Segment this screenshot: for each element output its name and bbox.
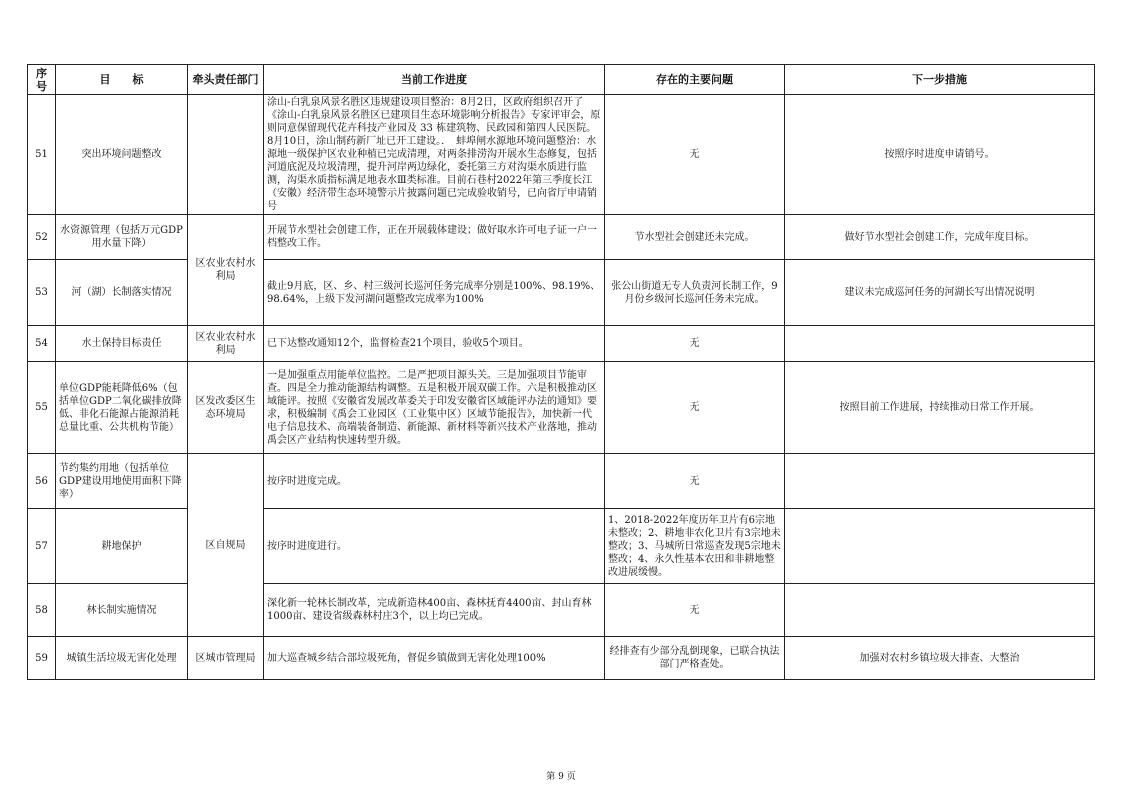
row-no: 53	[28, 260, 56, 326]
row-no: 56	[28, 454, 56, 509]
header-target: 目 标	[56, 65, 188, 95]
row-no: 59	[28, 637, 56, 680]
row-issues: 经排查有少部分乱倒现象，已联合执法部门严格查处。	[605, 637, 785, 680]
row-next	[785, 326, 1095, 362]
row-next: 按照序时进度申请销号。	[785, 95, 1095, 215]
row-progress: 按序时进度完成。	[264, 454, 605, 509]
row-progress: 已下达整改通知12个，监督检查21个项目，验收5个项目。	[264, 326, 605, 362]
row-target: 城镇生活垃圾无害化处理	[56, 637, 188, 680]
row-progress: 按序时进度进行。	[264, 509, 605, 584]
row-next: 建议未完成巡河任务的河湖长写出情况说明	[785, 260, 1095, 326]
table-row	[28, 637, 1095, 680]
table-row	[28, 326, 1095, 362]
row-issues: 无	[605, 95, 785, 215]
row-next	[785, 454, 1095, 509]
header-next: 下一步措施	[785, 65, 1095, 95]
row-target: 林长制实施情况	[56, 584, 188, 637]
header-dept: 牵头责任部门	[188, 65, 264, 95]
row-dept: 区城市管理局	[188, 637, 264, 680]
row-next	[785, 509, 1095, 584]
row-no: 57	[28, 509, 56, 584]
table-row	[28, 454, 1095, 509]
row-target: 水资源管理（包括万元GDP用水量下降）	[56, 215, 188, 260]
row-target: 节约集约用地（包括单位GDP建设用地使用面积下降率）	[56, 454, 188, 509]
row-target: 水土保持目标责任	[56, 326, 188, 362]
row-next	[785, 584, 1095, 637]
row-issues: 无	[605, 584, 785, 637]
table-header-row	[28, 65, 1095, 95]
row-dept-empty	[188, 95, 264, 215]
row-progress: 开展节水型社会创建工作，正在开展载体建设；做好取水许可电子证一户一档整改工作。	[264, 215, 605, 260]
header-no: 序号	[28, 65, 56, 95]
row-issues: 1、2018-2022年度历年卫片有6宗地未整改；2、耕地非农化卫片有3宗地未整改；3、马城所日常巡查发现5宗地未整改；4、永久性基本农田和非耕地整改进展缓慢。	[605, 509, 785, 584]
row-progress: 深化新一轮林长制改革，完成新造林400亩、森林抚育4400亩、封山育林1000亩、建设省级森林村庄3个，以上均已完成。	[264, 584, 605, 637]
row-no: 51	[28, 95, 56, 215]
row-issues: 节水型社会创建还未完成。	[605, 215, 785, 260]
row-next: 按照目前工作进展，持续推动日常工作开展。	[785, 362, 1095, 454]
row-no: 52	[28, 215, 56, 260]
row-no: 58	[28, 584, 56, 637]
row-target: 河（湖）长制落实情况	[56, 260, 188, 326]
row-issues: 无	[605, 362, 785, 454]
row-dept: 区发改委区生态环境局	[188, 362, 264, 454]
row-progress: 加大巡查城乡结合部垃圾死角，督促乡镇做到无害化处理100%	[264, 637, 605, 680]
row-no: 55	[28, 362, 56, 454]
page-number: 第 9 页	[546, 772, 576, 782]
row-target: 单位GDP能耗降低6%（包括单位GDP二氧化碳排放降低、非化石能源占能源消耗总量比重、公共机构节能）	[56, 362, 188, 454]
row-target: 耕地保护	[56, 509, 188, 584]
header-issues: 存在的主要问题	[605, 65, 785, 95]
row-next: 做好节水型社会创建工作，完成年度目标。	[785, 215, 1095, 260]
row-target: 突出环境问题整改	[56, 95, 188, 215]
row-progress	[264, 95, 605, 215]
table-row	[28, 215, 1095, 260]
row-progress-text: 涂山-白乳泉风景名胜区违规建设项目整治：8月2日，区政府组织召开了《涂山-白乳泉风景名胜区已建项目生态环境影响分析报告》专家评审会，原则同意保留现代花卉科技产业园及 33 栋建筑物、民政园和第四人民医院。8月10日，涂山制药新厂址已开工建设。． 蚌埠闸水源地环境问题整治：水源地一级保护区农业种植已完成清理，对两条排涝沟开展水生态修复，包括河道底泥及垃圾清理，提升河岸两边绿化，委托第三方对沟渠水质进行监测，沟渠水质指标满足地表水Ⅲ类标准。目前石巷村2022年第三季度长江（安徽）经济带生态环境警示片披露问题已完成验收销号，已向省厅申请销号	[267, 97, 601, 212]
table-row	[28, 95, 1095, 215]
table-row	[28, 362, 1095, 454]
row-dept: 区农业农村水利局	[188, 326, 264, 362]
row-issues: 无	[605, 454, 785, 509]
progress-table	[27, 64, 1095, 680]
row-progress: 一是加强重点用能单位监控。二是严把项目源头关。三是加强项目节能审查。四是全力推动能源结构调整。五是积极开展双碳工作。六是积极推动区域能评。按照《安徽省发展改革委关于印发安徽省区域能评办法的通知》要求，积极编制《禹会工业园区（工业集中区）区域节能报告》，加快新一代电子信息技术、高端装备制造、新能源、新材料等新兴技术产业落地，推动禹会区产业结构快速转型升级。	[264, 362, 605, 454]
row-dept-merged: 区农业农村水利局	[188, 215, 264, 326]
row-no: 54	[28, 326, 56, 362]
row-issues: 无	[605, 326, 785, 362]
row-next: 加强对农村乡镇垃圾大排查、大整治	[785, 637, 1095, 680]
header-progress: 当前工作进度	[264, 65, 605, 95]
row-dept-merged: 区自规局	[188, 454, 264, 637]
row-issues: 张公山街道无专人负责河长制工作，9月份乡级河长巡河任务未完成。	[605, 260, 785, 326]
row-progress: 截止9月底，区、乡、村三级河长巡河任务完成率分别是100%、98.19%、98.64%，上级下发河湖问题整改完成率为100%	[264, 260, 605, 326]
